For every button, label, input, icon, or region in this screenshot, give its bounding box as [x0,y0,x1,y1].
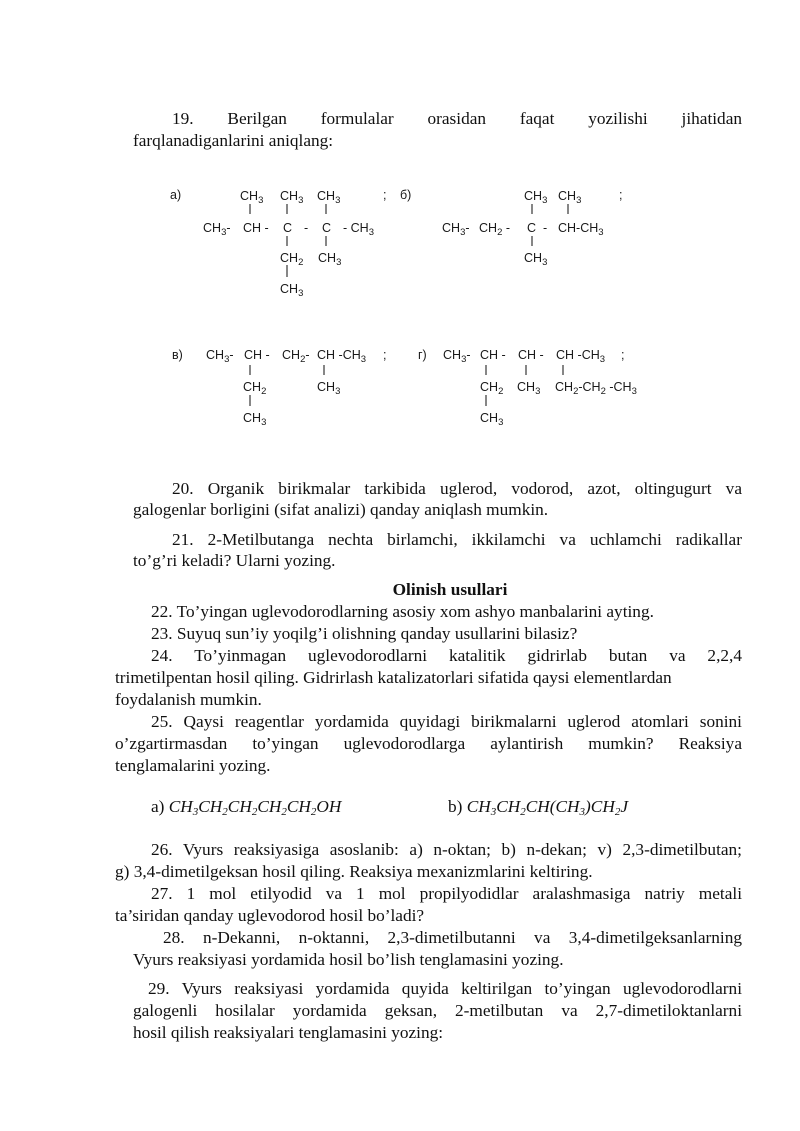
b-chain-4: - [543,221,548,235]
q27-line-2: ta’siridan qanday uglevodorod hosil bo’ladi? [115,906,425,925]
q27-line-1: 27. 1 mol etilyodid va 1 mol propilyodidlar aralashmasiga natriy metali [151,884,742,903]
a-chain-4: - [304,221,309,235]
q25-line-2: o’zgartirmasdan to’yingan uglevodorodlarga aylantirish mumkin? Reaksiya [115,734,742,753]
formula-b-label: b) [448,797,463,816]
section-heading: Olinish usullari [392,580,508,599]
a-top-ch3-1: CH3 [240,189,264,206]
a-top-ch3-2: CH3 [280,189,304,206]
g-below-ch3: CH3 [517,380,541,397]
formula-a [151,797,341,817]
v-chain-1: CH3- [206,348,234,365]
structure-a-label: a) [170,188,182,202]
structure-g-separator: ; [621,348,625,362]
b-chain-2: CH2 - [479,221,510,238]
q24-line-2: trimetilpentan hosil qiling. Gidrirlash katalizatorlari sifatida qaysi elementlardan [115,668,672,687]
q25-line-1: 25. Qaysi reagentlar yordamida quyidagi birikmalarni uglerod atomlari sonini [151,712,742,731]
formula-a-text: $CH_3CH_2CH_2CH_2CH_2OH$ [168,797,342,818]
b-top-ch3-2: CH3 [558,189,582,206]
a-below-ch3: CH3 [318,251,342,268]
q24-line-1: 24. To’yinmagan uglevodorodlarni katalitik gidrirlab butan va 2,2,4 [151,646,742,665]
g-chain-4: CH -CH3 [556,348,606,365]
structure-b-separator: ; [619,188,623,202]
structure-b-label: б) [400,188,412,202]
v-chain-4: CH -CH3 [317,348,367,365]
b-top-ch3-1: CH3 [524,189,548,206]
q19-line-1: 19. Berilgan formulalar orasidan faqat yozilishi jihatidan [172,109,742,128]
b-chain-5: CH-CH3 [558,221,604,238]
q28-line-2: Vyurs reaksiyasi yordamida hosil bo’lish tenglamasini yozing. [133,950,564,969]
g-chain-1: CH3- [443,348,471,365]
q25-line-3: tenglamalarini yozing. [115,756,271,775]
q23: 23. Suyuq sun’iy yoqilg’i olishning qanday usullarini bilasiz? [151,624,578,643]
a-chain-5: C [322,221,332,235]
q19-line-2: farqlanadiganlarini aniqlang: [133,131,334,150]
q29-line-2: galogenli hosilalar yordamida geksan, 2-metilbutan va 2,7-dimetiloktanlarni [133,1001,742,1020]
a-chain-3: C [283,221,293,235]
formula-a-label: a) [151,797,165,816]
structure-v-label: в) [172,348,183,362]
q20-line-1: 20. Organik birikmalar tarkibida uglerod, vodorod, azot, oltingugurt va [172,479,742,498]
structural-formulas [0,0,800,470]
a-chain-6: - CH3 [343,221,374,238]
q24-line-3: foydalanish mumkin. [115,690,262,709]
g-bottom-ch3: CH3 [480,411,504,428]
q26-line-1: 26. Vyurs reaksiyasiga asoslanib: a) n-oktan; b) n-dekan; v) 2,3-dimetilbutan; [151,840,742,859]
formula-b [448,797,628,817]
a-below-ch2: CH2 [280,251,304,268]
v-chain-2: CH - [244,348,270,362]
v-below-ch2: CH2 [243,380,267,397]
q22: 22. To’yingan uglevodorodlarning asosiy xom ashyo manbalarini ayting. [151,602,654,621]
b-chain-1: CH3- [442,221,470,238]
q26-line-2: g) 3,4-dimetilgeksan hosil qiling. Reaksiya mexanizmlarini keltiring. [115,862,593,881]
q28-line-1: 28. n-Dekanni, n-oktanni, 2,3-dimetilbutanni va 3,4-dimetilgeksanlarning [163,928,742,947]
q21-line-2: to’g’ri keladi? Ularni yozing. [133,551,336,570]
q29-line-3: hosil qilish reaksiyalari tenglamasini yozing: [133,1023,444,1042]
g-chain-3: CH - [518,348,544,362]
v-chain-3: CH2- [282,348,310,365]
structure-v-separator: ; [383,348,387,362]
structure-a-separator: ; [383,188,387,202]
formula-b-text: $CH_3CH_2CH(CH_3)CH_2J$ [466,797,628,818]
b-chain-3: C [527,221,537,235]
a-bottom-ch3: CH3 [280,282,304,299]
a-top-ch3-3: CH3 [317,189,341,206]
structure-g-label: г) [418,348,427,362]
a-chain-1: CH3- [203,221,231,238]
v-below-ch3: CH3 [317,380,341,397]
q20-line-2: galogenlar borligini (sifat analizi) qanday aniqlash mumkin. [133,500,549,519]
g-chain-2: CH - [480,348,506,362]
q21-line-1: 21. 2-Metilbutanga nechta birlamchi, ikkilamchi va uchlamchi radikallar [172,530,742,549]
bond-lines [250,204,568,406]
a-chain-2: CH - [243,221,269,235]
b-below-ch3: CH3 [524,251,548,268]
g-below-propyl: CH2-CH2 -CH3 [555,380,637,397]
g-below-ch2: CH2 [480,380,504,397]
v-bottom-ch3: CH3 [243,411,267,428]
q29-line-1: 29. Vyurs reaksiyasi yordamida quyida keltirilgan to’yingan uglevodorodlarni [148,979,742,998]
